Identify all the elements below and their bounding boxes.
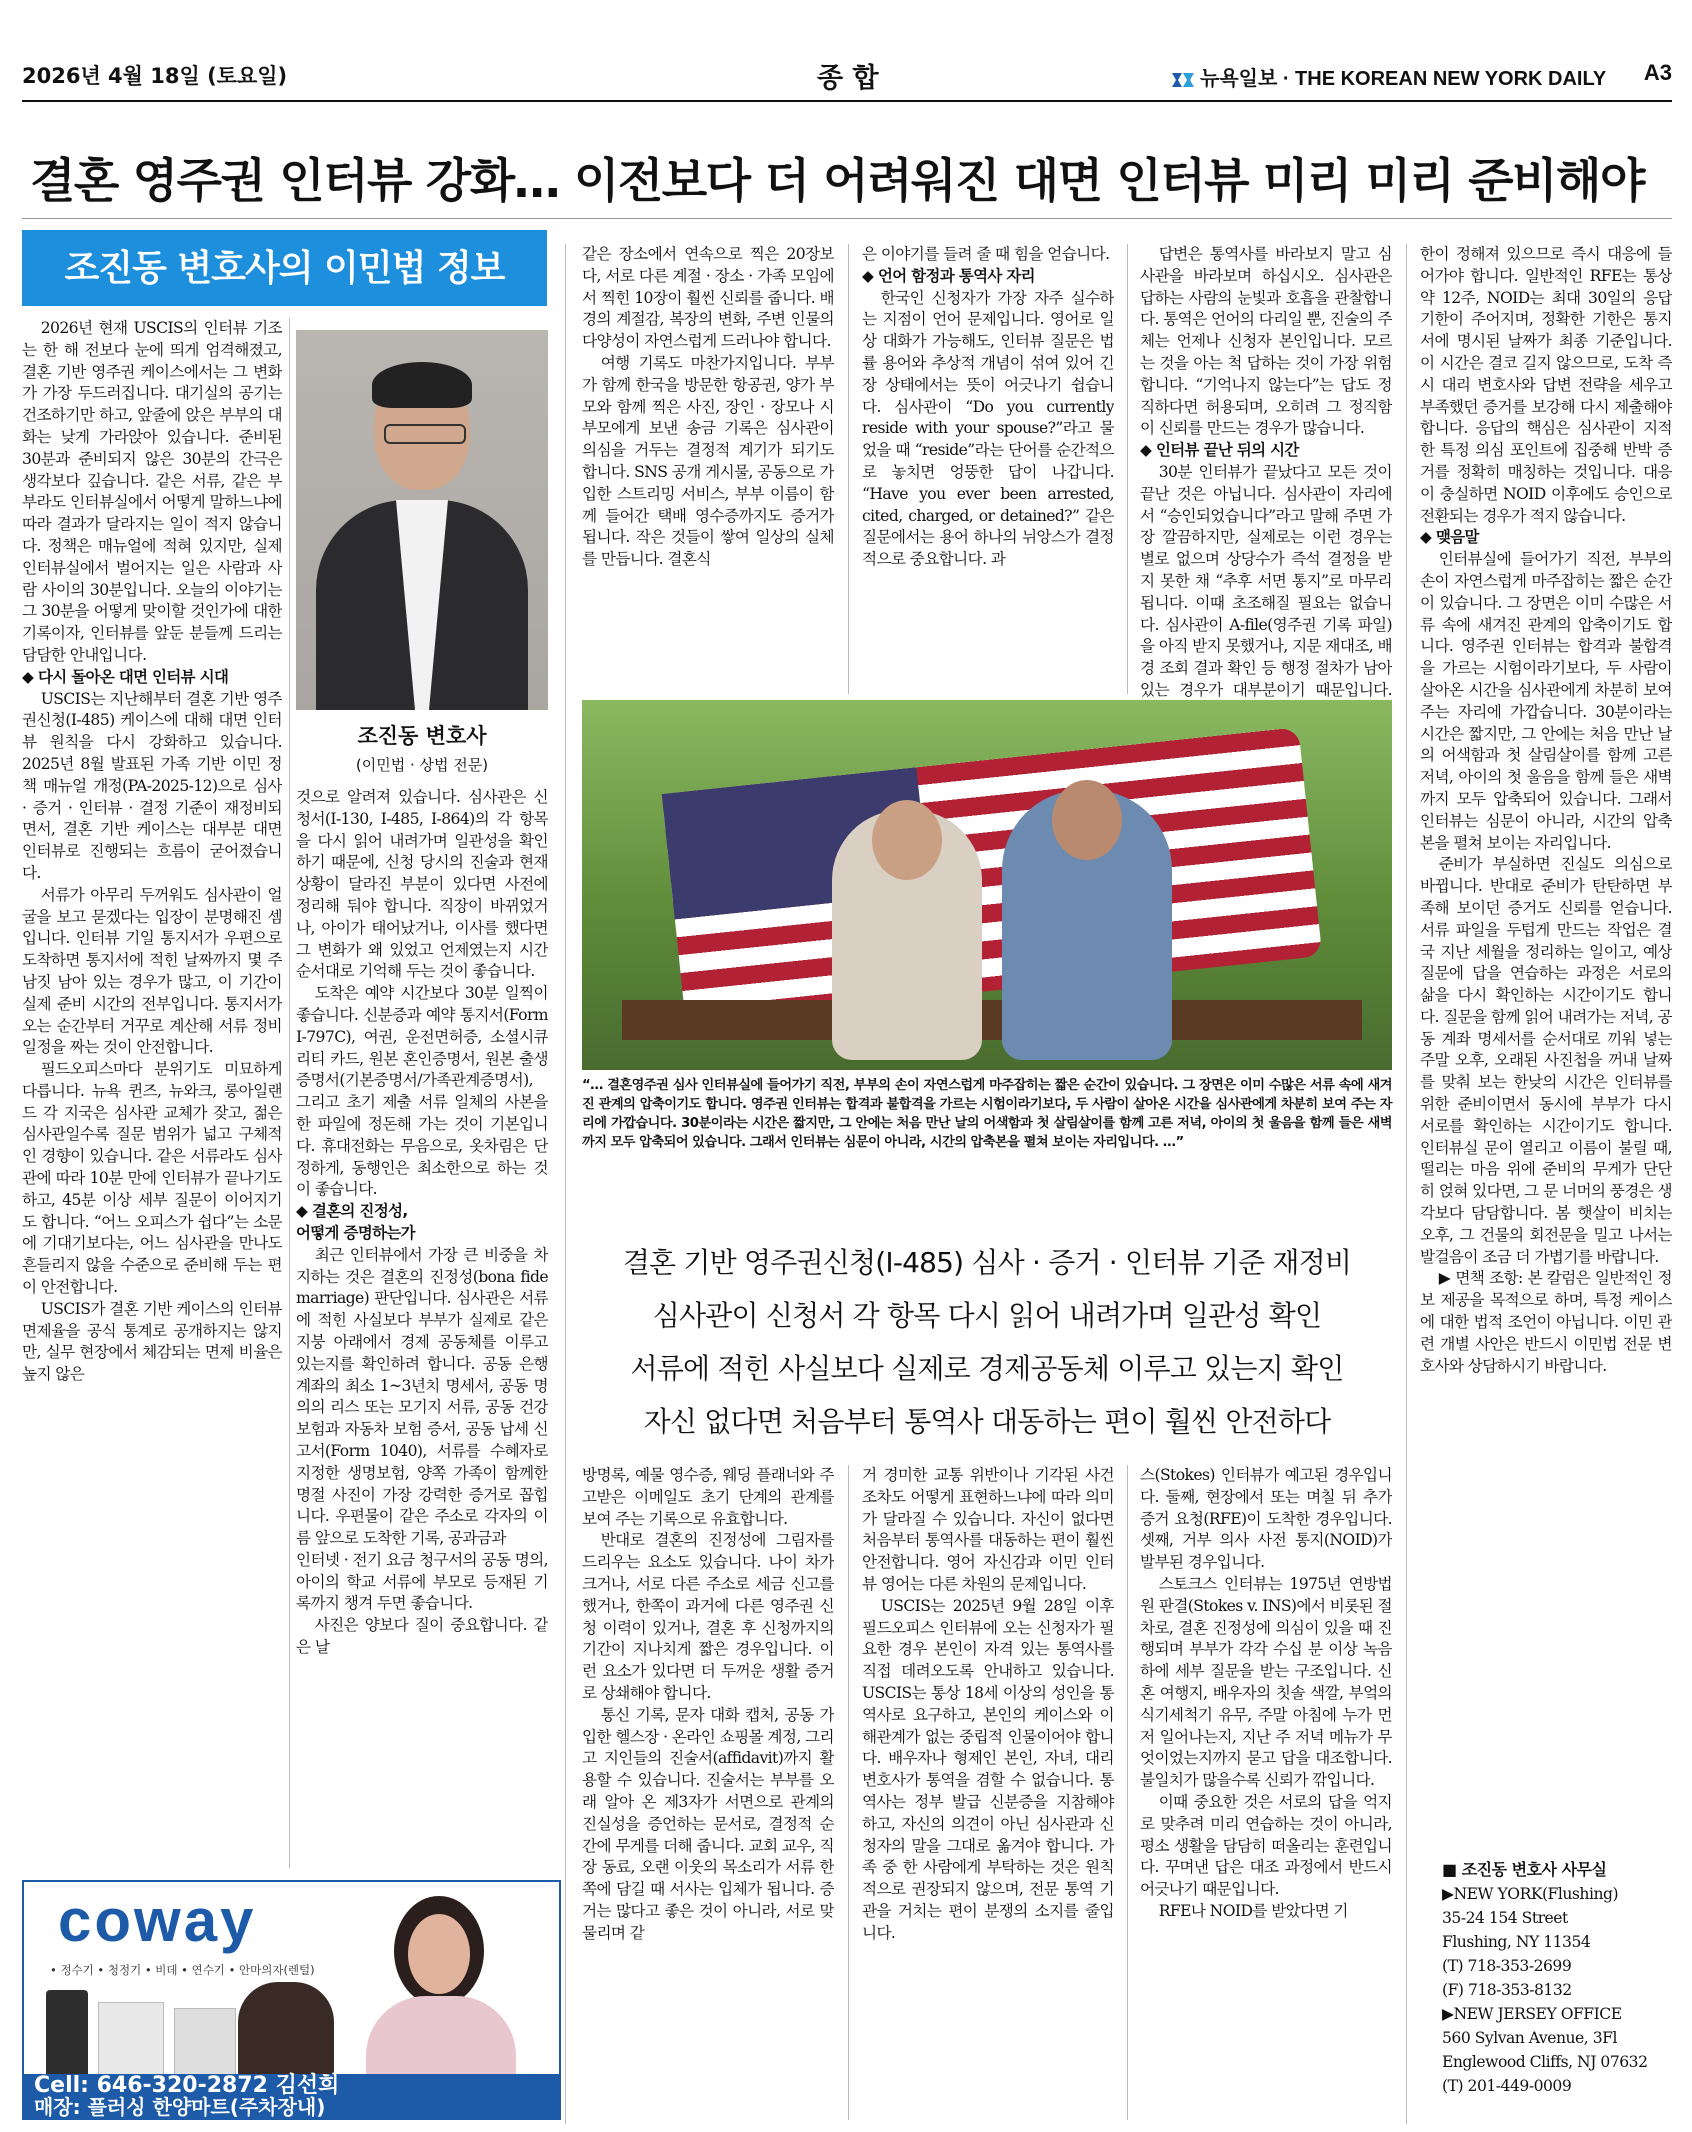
- bidet-icon: [174, 2008, 236, 2082]
- office-line: 560 Sylvan Avenue, 3Fl: [1442, 2029, 1617, 2047]
- coway-logo: coway: [58, 1887, 257, 1954]
- paragraph: USCIS는 지난해부터 결혼 기반 영주권신청(I-485) 케이스에 대해 대면 인터뷰 원칙을 다시 강화하고 있습니다. 2025년 8월 발표된 가족 기반 이민 정책 매뉴얼 개정(PA-2025-12)으로 심사 · 증거 · 인터뷰 · 결정 기준이 재정비되면서, 결혼 기반 케이스는 대부분 대면 인터뷰로 진행되는 흐름이 굳어졌습니다.: [22, 689, 282, 882]
- column-rule: [1127, 244, 1128, 694]
- office-line: ▶NEW JERSEY OFFICE: [1442, 2005, 1622, 2023]
- paragraph: 한국인 신청자가 가장 자주 실수하는 지점이 언어 문제입니다. 영어로 일상 대화가 가능해도, 인터뷰 질문은 법률 용어와 추상적 개념이 섞여 있어 긴장 상태에서는 뜻이 어긋나기 쉽습니다. 심사관이 “Do you currently reside with your spouse?”라고 물었을 때 “reside”라는 단어를 순간적으로 놓치면 엉뚱한 답이 나갑니다. “Have you ever been arrested, cited, charged, or detained?” 같은 질문에서는 용어 하나의 뉘앙스가 결정적으로 중요합니다. 과: [862, 288, 1114, 569]
- pull-quote: 심사관이 신청서 각 항목 다시 읽어 내려가며 일관성 확인: [652, 1299, 1322, 1332]
- paragraph: 여행 기록도 마찬가지입니다. 부부가 함께 한국을 방문한 항공권, 양가 부모와 함께 찍은 사진, 장인 · 장모나 시부모에게 보낸 송금 기록은 심사관이 의심을 거두는 결정적 계기가 되기도 합니다. SNS 공개 게시물, 공동으로 가입한 스트리밍 서비스, 부부 이름이 함께 들어간 택배 영수증까지도 증거가 됩니다. 작은 것들이 쌓여 일상의 실체를 만듭니다. 결혼식: [582, 353, 834, 569]
- ad-cell: Cell: 646-320-2872 김선희: [34, 2073, 340, 2098]
- paragraph: 서류가 아무리 두꺼워도 심사관이 얼굴을 보고 묻겠다는 입장이 분명해진 셈입니다. 인터뷰 기일 통지서가 우편으로 도착하면 통지서에 적힌 날짜까지 몇 주 남짓 남아 있는 경우가 많고, 이 기간이 실제 준비 시간의 전부입니다. 통지서가 오는 순간부터 거꾸로 계산해 서류 정비 일정을 짜는 것이 안전합니다.: [22, 885, 282, 1057]
- pull-quote: 서류에 적힌 사실보다 실제로 경제공동체 이루고 있는지 확인: [630, 1352, 1344, 1385]
- pull-quote-block: [582, 1236, 1392, 1448]
- subheading: ◆ 인터뷰 끝난 뒤의 시간: [1140, 441, 1299, 460]
- column-rule: [1127, 1465, 1128, 2120]
- paragraph: USCIS는 2025년 9월 28일 이후 필드오피스 인터뷰에 오는 신청자가 필요한 경우 본인이 자격 있는 통역사를 직접 데려오도록 안내하고 있습니다. USCIS는 통상 18세 이상의 성인을 통역사로 요구하고, 본인의 케이스와 이해관계가 없는 중립적 인물이어야 합니다. 배우자나 형제인 본인, 자녀, 대리 변호사가 통역을 겸할 수 없습니다. 통역사는 정부 발급 신분증을 지참해야 하고, 자신의 의견이 아닌 심사관과 신청자의 말을 그대로 옮겨야 합니다. 가족 중 한 사람에게 부탁하는 것은 원칙적으로 권장되지 않으며, 전문 통역 기관을 거치는 편이 분쟁의 소지를 줄입니다.: [862, 1596, 1114, 1942]
- paragraph: 같은 장소에서 연속으로 찍은 20장보다, 서로 다른 계절 · 장소 · 가족 모임에서 찍힌 10장이 훨씬 신뢰를 줍니다. 배경의 계절감, 복장의 변화, 주변 인물의 다양성이 자연스럽게 드러나야 합니다.: [582, 245, 834, 351]
- paragraph: 이때 중요한 것은 서로의 답을 억지로 맞추려 미리 연습하는 것이 아니라, 평소 생활을 담담히 떠올리는 훈련입니다. 꾸며낸 답은 대조 과정에서 반드시 어긋나기 때문입니다.: [1140, 1792, 1392, 1899]
- office-line: Englewood Cliffs, NJ 07632: [1442, 2053, 1648, 2071]
- paragraph: 통신 기록, 문자 대화 캡처, 공동 가입한 헬스장 · 온라인 쇼핑몰 계정, 그리고 지인들의 진술서(affidavit)까지 활용할 수 있습니다. 진술서는 부부를 오래 알아 온 제3자가 서면으로 관계의 진실성을 증언하는 문서로, 결정적 순간에 무게를 더해 줍니다. 교회 교우, 직장 동료, 오랜 이웃의 목소리가 서류 한쪽에 담길 때 서사는 입체가 됩니다. 증거는 많다고 좋은 것이 아니라, 서로 맞물리며 같: [582, 1705, 834, 1942]
- author-photo: [296, 330, 548, 710]
- law-office-info: [1442, 1858, 1672, 2098]
- article-column-5-bottom: [1140, 1465, 1392, 2120]
- subheading: ◆ 결혼의 진정성,: [296, 1202, 408, 1221]
- man-figure: [1002, 790, 1172, 1060]
- pull-quote: 결혼 기반 영주권신청(I-485) 심사 · 증거 · 인터뷰 기준 재정비: [622, 1246, 1352, 1279]
- paragraph: 도착은 예약 시간보다 30분 일찍이 좋습니다. 신분증과 예약 통지서(Form I-797C), 여권, 운전면허증, 소셜시큐리티 카드, 원본 혼인증명서, 원본 출생증명서(기본증명서/가족관계증명서), 그리고 초기 제출 서류 일체의 사본을 한 파일에 정돈해 가는 것이 기본입니다. 휴대전화는 무음으로, 옷차림은 단정하게, 동행인은 최소한으로 하는 것이 좋습니다.: [296, 984, 548, 1199]
- water-purifier-icon: [98, 2002, 164, 2082]
- column-banner: 조진동 변호사의 이민법 정보: [22, 230, 547, 306]
- article-column-1: [22, 318, 282, 1858]
- page-header: [22, 52, 1672, 102]
- subheading: ◆ 다시 돌아온 대면 인터뷰 시대: [22, 667, 229, 686]
- office-line: (F) 718-353-8132: [1442, 1981, 1572, 1999]
- paragraph: 인터넷 · 전기 요금 청구서의 공동 명의, 아이의 학교 서류에 부모로 등재된 기록까지 챙겨 두면 좋습니다.: [296, 1550, 548, 1613]
- paragraph: 인터뷰실에 들어가기 직전, 부부의 손이 자연스럽게 마주잡히는 짧은 순간이 있습니다. 그 장면은 이미 수많은 서류 속에 새겨진 관계의 압축이기도 합니다. 영주권 인터뷰는 합격과 불합격을 가르는 시험이라기보다, 두 사람이 살아온 시간을 심사관에게 차분히 보여 주는 자리에 가깝습니다. 30분이라는 시간은 짧지만, 그 안에는 처음 만난 날의 어색함과 첫 살림살이를 함께 고른 저녁, 아이의 첫 울음을 함께 들은 새벽까지 모두 압축되어 있습니다. 그래서 인터뷰는 심문이 아니라, 시간의 압축본을 펼쳐 보이는 자리입니다.: [1420, 550, 1672, 852]
- article-column-4-top: [862, 244, 1114, 689]
- paragraph: 한이 정해져 있으므로 즉시 대응에 들어가야 합니다. 일반적인 RFE는 통상 약 12주, NOID는 최대 30일의 응답 기한이 주어지며, 정확한 기한은 통지서에 명시된 날짜가 최종 기준입니다. 이 시간은 결코 길지 않으므로, 도착 즉시 대리 변호사와 답변 전략을 세우고 부족했던 증거를 보강해 다시 제출해야 합니다. 응답의 핵심은 심사관이 지적한 특정 의심 포인트에 집중해 반박 증거를 정확히 매칭하는 것입니다. 대응이 충실하면 NOID 이후에도 승인으로 전환되는 경우가 적지 않습니다.: [1420, 245, 1672, 525]
- paragraph: ▶ 면책 조항: 본 칼럼은 일반적인 정보 제공을 목적으로 하며, 특정 케이스에 대한 법적 조언이 아닙니다. 이민 관련 개별 사안은 반드시 이민법 전문 변호사와 상담하시기 바랍니다.: [1420, 1269, 1672, 1375]
- pull-quote: 자신 없다면 처음부터 통역사 대동하는 편이 훨씬 안전하다: [643, 1405, 1331, 1438]
- newspaper-brand: [1170, 62, 1606, 91]
- ad-agent-photo: [356, 1896, 516, 2086]
- column-rule: [848, 1465, 849, 2120]
- page-number: A3: [1643, 60, 1672, 85]
- paragraph: RFE나 NOID를 받았다면 기: [1158, 1901, 1348, 1920]
- headline-divider: [22, 218, 1672, 219]
- column-rule: [848, 244, 849, 694]
- office-line: Flushing, NY 11354: [1442, 1933, 1591, 1951]
- subheading: 어떻게 증명하는가: [296, 1223, 415, 1242]
- article-column-3-bottom: [582, 1465, 834, 2120]
- subheading: ◆ 맺음말: [1420, 528, 1479, 547]
- paragraph: 2026년 현재 USCIS의 인터뷰 기조는 한 해 전보다 눈에 띄게 엄격해졌고, 결혼 기반 영주권 케이스에서는 그 변화가 가장 두드러집니다. 대기실의 공기는 건조하기만 하고, 앞줄에 앉은 부부의 대화는 낮게 가라앉아 있습니다. 준비된 30분과 준비되지 않은 30분의 간극은 생각보다 깊습니다. 같은 서류, 같은 부부라도 인터뷰실에서 어떻게 말하느냐에 따라 결과가 달라지는 일이 적지 않습니다. 정책은 매뉴얼에 적혀 있지만, 실제 인터뷰실에서 벌어지는 일은 사람과 사람 사이의 30분입니다. 오늘의 이야기는 그 30분을 어떻게 맞이할 것인가에 대한 기록이자, 인터뷰를 앞둔 분들께 드리는 담담한 안내입니다.: [22, 319, 282, 664]
- american-flag-icon: [662, 727, 1323, 1023]
- subheading: ◆ 언어 함정과 통역사 자리: [862, 266, 1035, 285]
- office-line: ▶NEW YORK(Flushing): [1442, 1885, 1619, 1903]
- paragraph: 것으로 알려져 있습니다. 심사관은 신청서(I-130, I-485, I-864)의 각 항목을 다시 읽어 내려가며 일관성을 확인하기 때문에, 신청 당시의 진술과 현재 상황이 달라진 부분이 있다면 사전에 정리해 둬야 합니다. 직장이 바뀌었거나, 아이가 태어났거나, 이사를 했다면 그 변화가 왜 있었고 언제였는지 시간 순서대로 기억해 두는 것이 좋습니다.: [296, 788, 548, 981]
- massage-chair-icon: [238, 1982, 334, 2080]
- brand-text: 뉴욕일보 · THE KOREAN NEW YORK DAILY: [1200, 68, 1607, 90]
- park-bench: [622, 1000, 1362, 1040]
- article-column-4-bottom: [862, 1465, 1114, 2120]
- paragraph: USCIS가 결혼 기반 케이스의 인터뷰 면제율을 공식 통계로 공개하지는 않지만, 실무 현장에서 체감되는 면제 비율은 높지 않은: [22, 1299, 282, 1384]
- couple-photo: [582, 700, 1392, 1070]
- author-title: (이민법 · 상법 전문): [355, 756, 489, 774]
- paragraph: 최근 인터뷰에서 가장 큰 비중을 차지하는 것은 결혼의 진정성(bona fide marriage) 판단입니다. 심사관은 서류에 적힌 사실보다 부부가 실제로 같은 지붕 아래에서 경제 공동체를 이루고 있는지를 확인하려 합니다. 공동 은행 계좌의 최소 1~3년치 명세서, 공동 명의의 리스 또는 모기지 서류, 공동 건강보험과 자동차 보험 증서, 공동 납세 신고서(Form 1040), 서류를 수혜자로 지정한 생명보험, 양쪽 가족이 함께한 명절 사진이 가장 강력한 증거로 꼽힙니다. 우편물이 같은 주소로 각자의 이름 앞으로 도착한 기록, 공과금과: [296, 1245, 548, 1548]
- paragraph: 30분 인터뷰가 끝났다고 모든 것이 끝난 것은 아닙니다. 심사관이 자리에서 “승인되었습니다”라고 말해 주면 가장 깔끔하지만, 실제로는 이런 경우는 별로 없으며 상당수가 즉석 결정을 받지 못한 채 “추후 서면 통지”로 마무리됩니다. 이때 초조해질 필요는 없습니다. 심사관이 A-file(영주권 기록 파일)을 아직 받지 못했거나, 지문 재대조, 배경 조회 결과 확인 등 행정 절차가 남아 있는 경우가 대부분이기 때문입니다.: [1140, 462, 1392, 699]
- ad-store: 매장: 플러싱 한양마트(주차장내): [34, 2095, 326, 2119]
- article-column-3-top: [582, 244, 834, 689]
- office-title: ■ 조진동 변호사 사무실: [1442, 1860, 1607, 1879]
- paragraph: 답변은 통역사를 바라보지 말고 심사관을 바라보며 하십시오. 심사관은 답하는 사람의 눈빛과 호흡을 관찰합니다. 통역은 언어의 다리일 뿐, 진술의 주체는 언제나 신청자 본인입니다. 모르는 것을 아는 척 답하는 것이 가장 위험합니다. “기억나지 않는다”는 답도 정직하다면 허용되며, 오히려 그 정직함이 신뢰를 만드는 경우가 많습니다.: [1140, 245, 1392, 438]
- paragraph: 필드오피스마다 분위기도 미묘하게 다릅니다. 뉴욕 퀸즈, 뉴와크, 롱아일랜드 각 지국은 심사관 교체가 잦고, 젊은 심사관일수록 질문 범위가 넓고 구체적인 경향이 있습니다. 같은 서류라도 심사관에 따라 10분 만에 인터뷰가 끝나기도 하고, 45분 이상 세부 질문이 이어지기도 합니다. “어느 오피스가 쉽다”는 소문에 기대기보다는, 어느 심사관을 만나도 흔들리지 않을 수준으로 준비해 두는 편이 안전합니다.: [22, 1060, 282, 1297]
- paragraph: 사진은 양보다 질이 중요합니다. 같은 날: [296, 1616, 548, 1657]
- column-rule: [565, 244, 566, 2124]
- paragraph: 스토크스 인터뷰는 1975년 연방법원 판결(Stokes v. INS)에서 비롯된 절차로, 결혼 진정성에 의심이 있을 때 진행되며 부부가 각각 수십 분 이상 녹음하에 세부 질문을 받는 구조입니다. 신혼 여행지, 배우자의 칫솔 색깔, 부엌의 식기세척기 유무, 주말 아침에 누가 먼저 일어나는지, 지난 주 저녁 메뉴가 무엇이었는지까지 묻고 답을 대조합니다. 불일치가 많을수록 신뢰가 깎입니다.: [1140, 1574, 1392, 1790]
- column-rule: [1406, 244, 1407, 2124]
- air-purifier-icon: [46, 1990, 88, 2080]
- photo-caption: “… 결혼영주권 심사 인터뷰실에 들어가기 직전, 부부의 손이 자연스럽게 마주잡히는 짧은 순간이 있습니다. 그 장면은 이미 수많은 서류 속에 새겨진 관계의 압축이기도 합니다. 영주권 인터뷰는 합격과 불합격을 가르는 시험이라기보다, 두 사람이 살아온 시간을 심사관에게 차분히 보여 주는 자리에 가깝습니다. 30분이라는 시간은 짧지만, 그 안에는 처음 만난 날의 어색함과 첫 살림살이를 함께 고른 저녁, 아이의 첫 울음을 함께 들은 새벽까지 모두 압축되어 있습니다. 그래서 인터뷰는 심문이 아니라, 시간의 압축본을 펼쳐 보이는 자리입니다. …”: [582, 1078, 1392, 1150]
- section-name: 종 합: [817, 63, 879, 94]
- ad-contact-bar: [24, 2074, 559, 2118]
- headline: 결혼 영주권 인터뷰 강화… 이전보다 더 어려워진 대면 인터뷰 미리 미리 준비해야: [30, 154, 1644, 209]
- paragraph: 방명록, 예물 영수증, 웨딩 플래너와 주고받은 이메일도 초기 단계의 관계를 보여 주는 기록으로 유효합니다.: [582, 1466, 834, 1528]
- coway-advertisement: [22, 1880, 561, 2120]
- ad-products: • 정수기 • 청정기 • 비데 • 연수기 • 안마의자(렌털): [50, 1963, 315, 1977]
- newspaper-logo-icon: [1170, 69, 1196, 91]
- office-line: (T) 201-449-0009: [1442, 2077, 1572, 2095]
- office-line: (T) 718-353-2699: [1442, 1957, 1572, 1975]
- paragraph: 준비가 부실하면 진실도 의심으로 바뀝니다. 반대로 준비가 탄탄하면 부족해 보이던 증거도 신뢰를 얻습니다. 서류 파일을 두텁게 만드는 작업은 결국 지난 세월을 정리하는 일이고, 예상 질문에 답을 연습하는 과정은 서로의 삶을 다시 확인하는 시간이기도 합니다. 질문을 함께 읽어 내려가는 저녁, 공동 계좌 명세서를 순서대로 끼워 넣는 주말 오후, 오래된 사진첩을 꺼내 날짜를 맞춰 보는 한낮의 시간은 인터뷰를 위한 준비이면서 동시에 부부가 다시 서로를 확인하는 시간이기도 합니다. 인터뷰실 문이 열리고 이름이 불릴 때, 떨리는 마음 위에 준비의 무게가 단단히 얹혀 있다면, 그 문 너머의 풍경은 생각보다 담담합니다. 봄 햇살이 비치는 오후, 그 건물의 회전문을 밀고 나서는 발걸음이 조금 더 가볍기를 바랍니다.: [1420, 855, 1672, 1266]
- paragraph: 스(Stokes) 인터뷰가 예고된 경우입니다. 둘째, 현장에서 또는 며칠 뒤 추가 증거 요청(RFE)이 도착한 경우입니다. 셋째, 거부 의사 사전 통지(NOID)가 발부된 경우입니다.: [1140, 1466, 1392, 1572]
- author-name: 조진동 변호사: [357, 724, 487, 748]
- office-line: 35-24 154 Street: [1442, 1909, 1568, 1927]
- paragraph: 은 이야기를 들려 줄 때 힘을 얻습니다.: [862, 245, 1110, 263]
- woman-figure: [832, 810, 982, 1060]
- paragraph: 거 경미한 교통 위반이나 기각된 사건조차도 어떻게 표현하느냐에 따라 의미가 달라질 수 있습니다. 자신이 없다면 처음부터 통역사를 대동하는 편이 훨씬 안전합니다. 영어 자신감과 이민 인터뷰 영어는 다른 차원의 문제입니다.: [862, 1466, 1114, 1593]
- article-column-6: [1420, 244, 1672, 1849]
- issue-date: 2026년 4월 18일 (토요일): [22, 64, 288, 88]
- column-rule: [289, 318, 290, 1868]
- paragraph: 반대로 결혼의 진정성에 그림자를 드리우는 요소도 있습니다. 나이 차가 크거나, 서로 다른 주소로 세금 신고를 했거나, 한쪽이 과거에 다른 영주권 신청 이력이 있거나, 결혼 후 신청까지의 기간이 지나치게 짧은 경우입니다. 이런 요소가 있다면 더 두꺼운 생활 증거로 상쇄해야 합니다.: [582, 1531, 834, 1702]
